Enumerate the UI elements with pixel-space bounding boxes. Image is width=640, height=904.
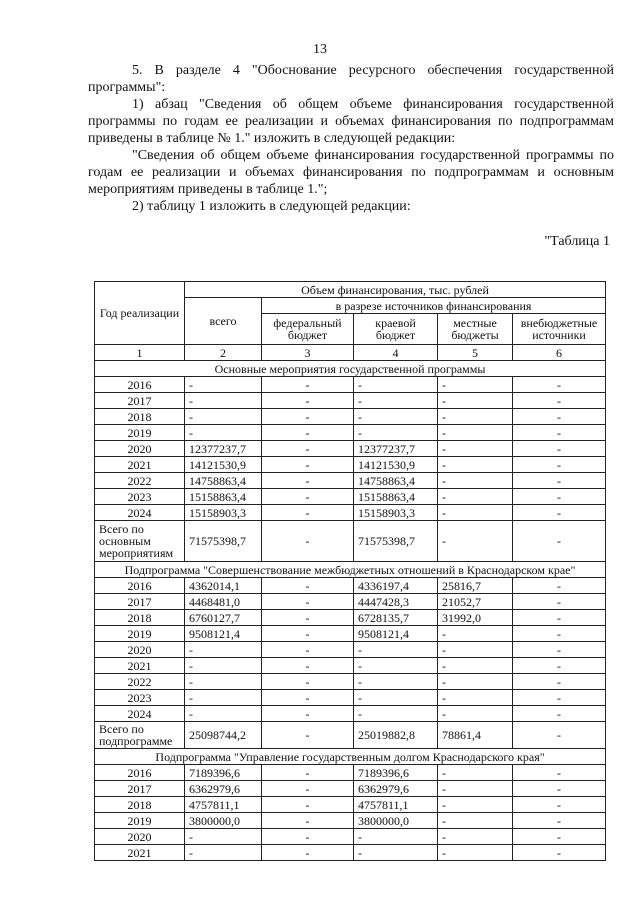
year-cell: 2020 [95,829,185,845]
value-cell: - [262,829,354,845]
table-row [95,658,606,674]
total-value: 71575398,7 [185,521,262,562]
value-cell: - [513,813,606,829]
value-cell: - [438,473,513,489]
table-row [95,594,606,610]
table-row [95,457,606,473]
value-cell: - [438,813,513,829]
value-cell: - [513,797,606,813]
value-cell: - [438,505,513,521]
value-cell: - [438,658,513,674]
value-cell: - [513,642,606,658]
value-cell: - [354,690,438,706]
value-cell: 14121530,9 [354,457,438,473]
value-cell: - [513,578,606,594]
value-cell: - [185,674,262,690]
total-value: 71575398,7 [354,521,438,562]
value-cell: - [185,706,262,722]
value-cell: - [262,457,354,473]
value-cell: - [513,706,606,722]
total-row [95,722,606,749]
section-row [95,749,606,765]
value-cell: - [438,457,513,473]
value-cell: - [438,845,513,861]
value-cell: - [513,473,606,489]
paragraph: 1) абзац "Сведения об общем объеме финансирования государственной программы по годам ее реализации и объемах финансирования по подпрограммам приведены в таблице № 1." изложить в следующей редакции: [88,97,614,146]
value-cell: - [262,642,354,658]
value-cell: 25816,7 [438,578,513,594]
value-cell: - [513,409,606,425]
value-cell: - [185,829,262,845]
value-cell: - [262,425,354,441]
value-cell: 15158863,4 [354,489,438,505]
table-row [95,489,606,505]
value-cell: 14758863,4 [354,473,438,489]
value-cell: - [438,377,513,393]
table-row [95,409,606,425]
value-cell: 7189396,6 [354,765,438,781]
value-cell: - [438,674,513,690]
table-row [95,610,606,626]
value-cell: - [513,781,606,797]
table-row [95,578,606,594]
value-cell: 31992,0 [438,610,513,626]
value-cell: - [262,473,354,489]
value-cell: - [354,377,438,393]
value-cell: 21052,7 [438,594,513,610]
year-cell: 2018 [95,610,185,626]
value-cell: - [513,377,606,393]
table-row [95,505,606,521]
value-cell: - [354,425,438,441]
table-row [95,781,606,797]
value-cell: - [185,409,262,425]
value-cell: - [438,690,513,706]
value-cell: 4362014,1 [185,578,262,594]
table-row [95,829,606,845]
value-cell: - [262,797,354,813]
total-value: 25019882,8 [354,722,438,749]
value-cell: - [185,658,262,674]
value-cell: - [438,393,513,409]
funding-table [94,281,606,861]
paragraph: 2) таблицу 1 изложить в следующей редакции: [132,199,411,214]
value-cell: - [513,829,606,845]
header-total: всего [185,298,262,345]
total-row [95,521,606,562]
value-cell: - [438,626,513,642]
value-cell: 7189396,6 [185,765,262,781]
table-row [95,393,606,409]
value-cell: - [185,393,262,409]
year-cell: 2019 [95,813,185,829]
total-value: - [438,521,513,562]
value-cell: - [438,781,513,797]
value-cell: 6362979,6 [354,781,438,797]
value-cell: - [513,658,606,674]
header-local: местные бюджеты [438,314,513,345]
table-row [95,813,606,829]
value-cell: - [354,829,438,845]
value-cell: - [354,845,438,861]
value-cell: 4336197,4 [354,578,438,594]
value-cell: - [513,610,606,626]
year-cell: 2016 [95,377,185,393]
value-cell: 6728135,7 [354,610,438,626]
value-cell: 3800000,0 [185,813,262,829]
value-cell: - [262,409,354,425]
section-title: Основные мероприятия государственной программы [95,361,606,377]
table-row [95,765,606,781]
value-cell: - [438,489,513,505]
year-cell: 2019 [95,626,185,642]
section-title: Подпрограмма "Совершенствование межбюджетных отношений в Краснодарском крае" [95,562,606,578]
value-cell: 12377237,7 [185,441,262,457]
value-cell: - [185,425,262,441]
value-cell: - [262,706,354,722]
value-cell: - [513,626,606,642]
value-cell: - [185,690,262,706]
value-cell: - [262,765,354,781]
paragraph: 5. В разделе 4 "Обоснование ресурсного обеспечения государственной программы": [88,63,614,95]
value-cell: - [262,781,354,797]
total-value: 78861,4 [438,722,513,749]
value-cell: - [513,393,606,409]
total-label: Всего по подпрограмме [95,722,185,749]
value-cell: 3800000,0 [354,813,438,829]
value-cell: 4757811,1 [354,797,438,813]
value-cell: - [438,441,513,457]
table-row [95,441,606,457]
table-row [95,377,606,393]
year-cell: 2017 [95,594,185,610]
value-cell: 4468481,0 [185,594,262,610]
value-cell: - [354,674,438,690]
header-regional: краевой бюджет [354,314,438,345]
value-cell: - [513,441,606,457]
value-cell: - [262,845,354,861]
header-sources: в разрезе источников финансирования [262,298,606,314]
body-text [88,62,614,215]
year-cell: 2020 [95,642,185,658]
value-cell: 12377237,7 [354,441,438,457]
value-cell: - [262,658,354,674]
value-cell: 6362979,6 [185,781,262,797]
year-cell: 2018 [95,409,185,425]
value-cell: - [262,690,354,706]
col-number: 6 [513,345,606,361]
header-extra: внебюджетные источники [513,314,606,345]
year-cell: 2024 [95,706,185,722]
year-cell: 2021 [95,457,185,473]
value-cell: - [185,377,262,393]
year-cell: 2016 [95,765,185,781]
total-value: - [513,722,606,749]
total-value: - [513,521,606,562]
value-cell: 15158863,4 [185,489,262,505]
value-cell: - [262,393,354,409]
table-row [95,845,606,861]
total-label: Всего по основным мероприятиям [95,521,185,562]
value-cell: - [513,505,606,521]
table-row [95,626,606,642]
section-row [95,562,606,578]
value-cell: - [262,813,354,829]
value-cell: - [354,409,438,425]
value-cell: - [262,505,354,521]
value-cell: 14758863,4 [185,473,262,489]
value-cell: 9508121,4 [354,626,438,642]
value-cell: - [513,457,606,473]
year-cell: 2023 [95,690,185,706]
year-cell: 2017 [95,781,185,797]
value-cell: - [438,706,513,722]
year-cell: 2024 [95,505,185,521]
value-cell: - [354,393,438,409]
value-cell: 4447428,3 [354,594,438,610]
table-row [95,797,606,813]
year-cell: 2016 [95,578,185,594]
year-cell: 2019 [95,425,185,441]
value-cell: - [262,489,354,505]
total-value: 25098744,2 [185,722,262,749]
value-cell: 14121530,9 [185,457,262,473]
table-row [95,425,606,441]
year-cell: 2021 [95,845,185,861]
table-row [95,473,606,489]
col-number: 3 [262,345,354,361]
year-cell: 2018 [95,797,185,813]
value-cell: - [262,674,354,690]
year-cell: 2017 [95,393,185,409]
value-cell: 6760127,7 [185,610,262,626]
value-cell: - [262,441,354,457]
table-caption: "Таблица 1 [544,234,610,249]
section-title: Подпрограмма "Управление государственным долгом Краснодарского края" [95,749,606,765]
value-cell: - [438,829,513,845]
value-cell: - [262,377,354,393]
header-year: Год реализации [95,282,185,345]
value-cell: - [262,626,354,642]
page-number: 13 [313,42,327,57]
year-cell: 2022 [95,473,185,489]
table-row [95,642,606,658]
col-number: 1 [95,345,185,361]
value-cell: 15158903,3 [354,505,438,521]
value-cell: - [354,706,438,722]
value-cell: 9508121,4 [185,626,262,642]
value-cell: 15158903,3 [185,505,262,521]
year-cell: 2022 [95,674,185,690]
year-cell: 2023 [95,489,185,505]
section-row [95,361,606,377]
year-cell: 2021 [95,658,185,674]
value-cell: - [513,674,606,690]
value-cell: - [513,845,606,861]
value-cell: - [354,642,438,658]
total-value: - [262,722,354,749]
year-cell: 2020 [95,441,185,457]
value-cell: - [513,690,606,706]
value-cell: - [262,594,354,610]
value-cell: - [438,642,513,658]
table-row [95,674,606,690]
col-number: 2 [185,345,262,361]
value-cell: - [513,489,606,505]
value-cell: - [513,765,606,781]
paragraph: "Сведения об общем объеме финансирования государственной программы по годам ее реализации и объемах финансирования по подпрограммам и основным мероприятиям приведены в таблице 1."; [88,148,614,197]
table-row [95,690,606,706]
value-cell: - [513,425,606,441]
value-cell: - [354,658,438,674]
value-cell: - [262,578,354,594]
value-cell: - [185,642,262,658]
total-value: - [262,521,354,562]
header-funding: Объем финансирования, тыс. рублей [185,282,606,298]
value-cell: - [438,797,513,813]
col-number: 4 [354,345,438,361]
table-row [95,706,606,722]
value-cell: - [438,425,513,441]
col-number: 5 [438,345,513,361]
value-cell: 4757811,1 [185,797,262,813]
value-cell: - [185,845,262,861]
value-cell: - [513,594,606,610]
header-federal: федеральный бюджет [262,314,354,345]
value-cell: - [262,610,354,626]
value-cell: - [438,765,513,781]
value-cell: - [438,409,513,425]
